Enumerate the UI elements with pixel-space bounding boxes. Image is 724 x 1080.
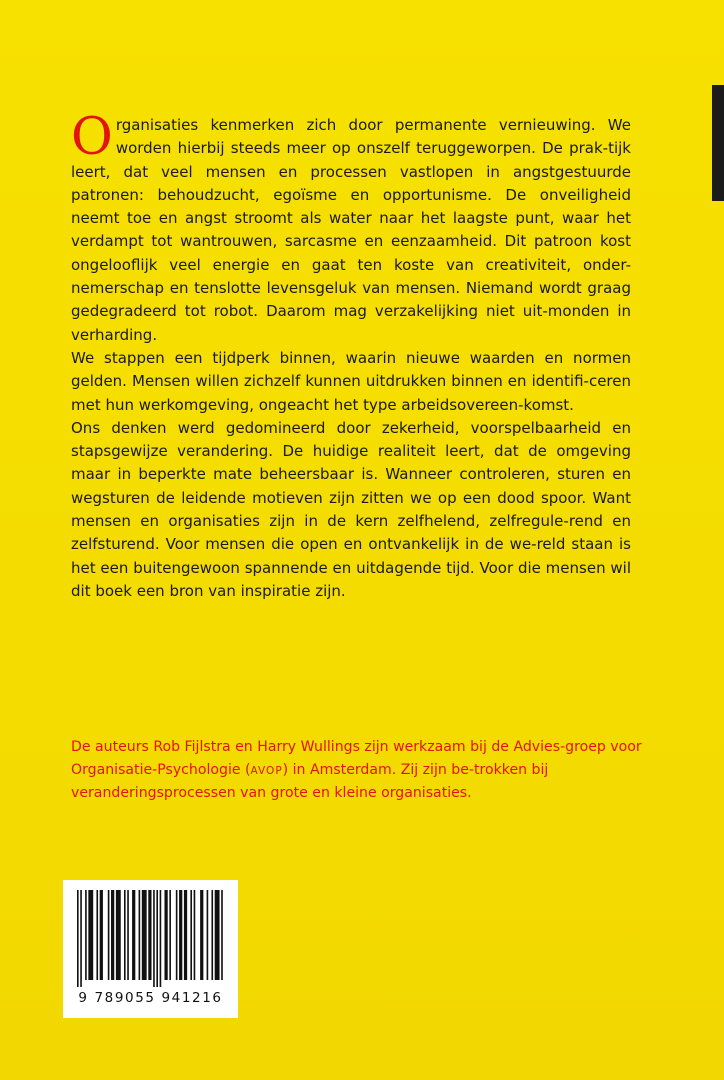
barcode-bar (153, 890, 155, 987)
barcode-bar (96, 890, 98, 980)
barcode-bar (111, 890, 114, 980)
blurb-text (71, 108, 631, 603)
barcode-bar (108, 890, 110, 980)
blurb-paragraph-1-text: rganisaties kenmerken zich door permanente vernieuwing. We worden hierbij steeds meer op onszelf teruggeworpen. De prak-tijk leert, dat veel mensen en processen vastlopen in angstgestuurde patronen: behoudzucht, egoïsme en opportunisme. De onveiligheid neemt toe en angst stroomt als water naar het laagste punt, waar het verdampt tot wantrouwen, sarcasme en eenzaamheid. Dit patroon kost ongelooflijk veel energie en gaat ten koste van creativiteit, onder-nemerschap en tenslotte levensgeluk van mensen. Niemand wordt graag gedegradeerd tot robot. Daarom mag verzakelijking niet uit-monden in verharding. (71, 116, 631, 344)
barcode-bar (190, 890, 192, 980)
authors-note-abbr: AVOP (250, 764, 283, 777)
barcode-bar (148, 890, 151, 980)
authors-note (71, 736, 643, 805)
isbn-digits: 9 789055 941216 (78, 990, 223, 1006)
barcode-bar (142, 890, 147, 980)
barcode-bar (116, 890, 121, 980)
barcode-bar (211, 890, 213, 980)
barcode-bar (176, 890, 178, 980)
barcode-bar (77, 890, 79, 987)
barcode-bar (127, 890, 129, 980)
barcode-label (63, 880, 238, 1018)
blurb-paragraph-1 (71, 108, 631, 347)
barcode-bar (164, 890, 167, 980)
barcode-bar (124, 890, 126, 980)
barcode-bar (160, 890, 162, 987)
barcode-bar (80, 890, 82, 987)
blurb-paragraph-2: We stappen een tijdperk binnen, waarin nieuwe waarden en normen gelden. Mensen willen zichzelf kunnen uitdrukken binnen en identifi-ceren met hun werkomgeving, ongeacht het type arbeidsovereen-komst. (71, 348, 631, 414)
barcode-bar (194, 890, 196, 980)
barcode-bar (221, 890, 223, 980)
barcode-bar (215, 890, 220, 980)
drop-cap: O (71, 108, 113, 167)
barcode-bar (132, 890, 135, 980)
barcode-bar (88, 890, 93, 980)
barcode-bar (100, 890, 103, 980)
barcode-bar (156, 890, 158, 987)
barcode-bar (207, 890, 209, 980)
barcode-bar (139, 890, 141, 980)
barcode-bar (169, 890, 171, 980)
barcode-icon (77, 890, 224, 987)
barcode-bar (184, 890, 187, 980)
barcode-bar (179, 890, 182, 980)
spine-edge (712, 85, 724, 201)
barcode-bar (200, 890, 203, 980)
barcode-bar (85, 890, 87, 980)
blurb-paragraph-3: Ons denken werd gedomineerd door zekerheid, voorspelbaarheid en stapsgewijze verandering. De huidige realiteit leert, dat de omgeving maar in beperkte mate beheersbaar is. Wanneer controleren, sturen en wegsturen de leidende motieven zijn zitten we op een dood spoor. Want mensen en organisaties zijn in de kern zelfhelend, zelfregule-rend en zelfsturend. Voor mensen die open en ontvankelijk in de we-reld staan is het een buitengewoon spannende en uitdagende tijd. Voor die mensen wil dit boek een bron van inspiratie zijn. (71, 418, 631, 600)
authors-note-before: De auteurs Rob Fijlstra en Harry Wullings zijn werkzaam bij de Advies-groep voor Organisatie-Psychologie ( (71, 739, 642, 778)
authors-note-after: ) in Amsterdam. Zij zijn be-trokken bij veranderingsprocessen van grote en kleine organisaties. (71, 761, 549, 801)
